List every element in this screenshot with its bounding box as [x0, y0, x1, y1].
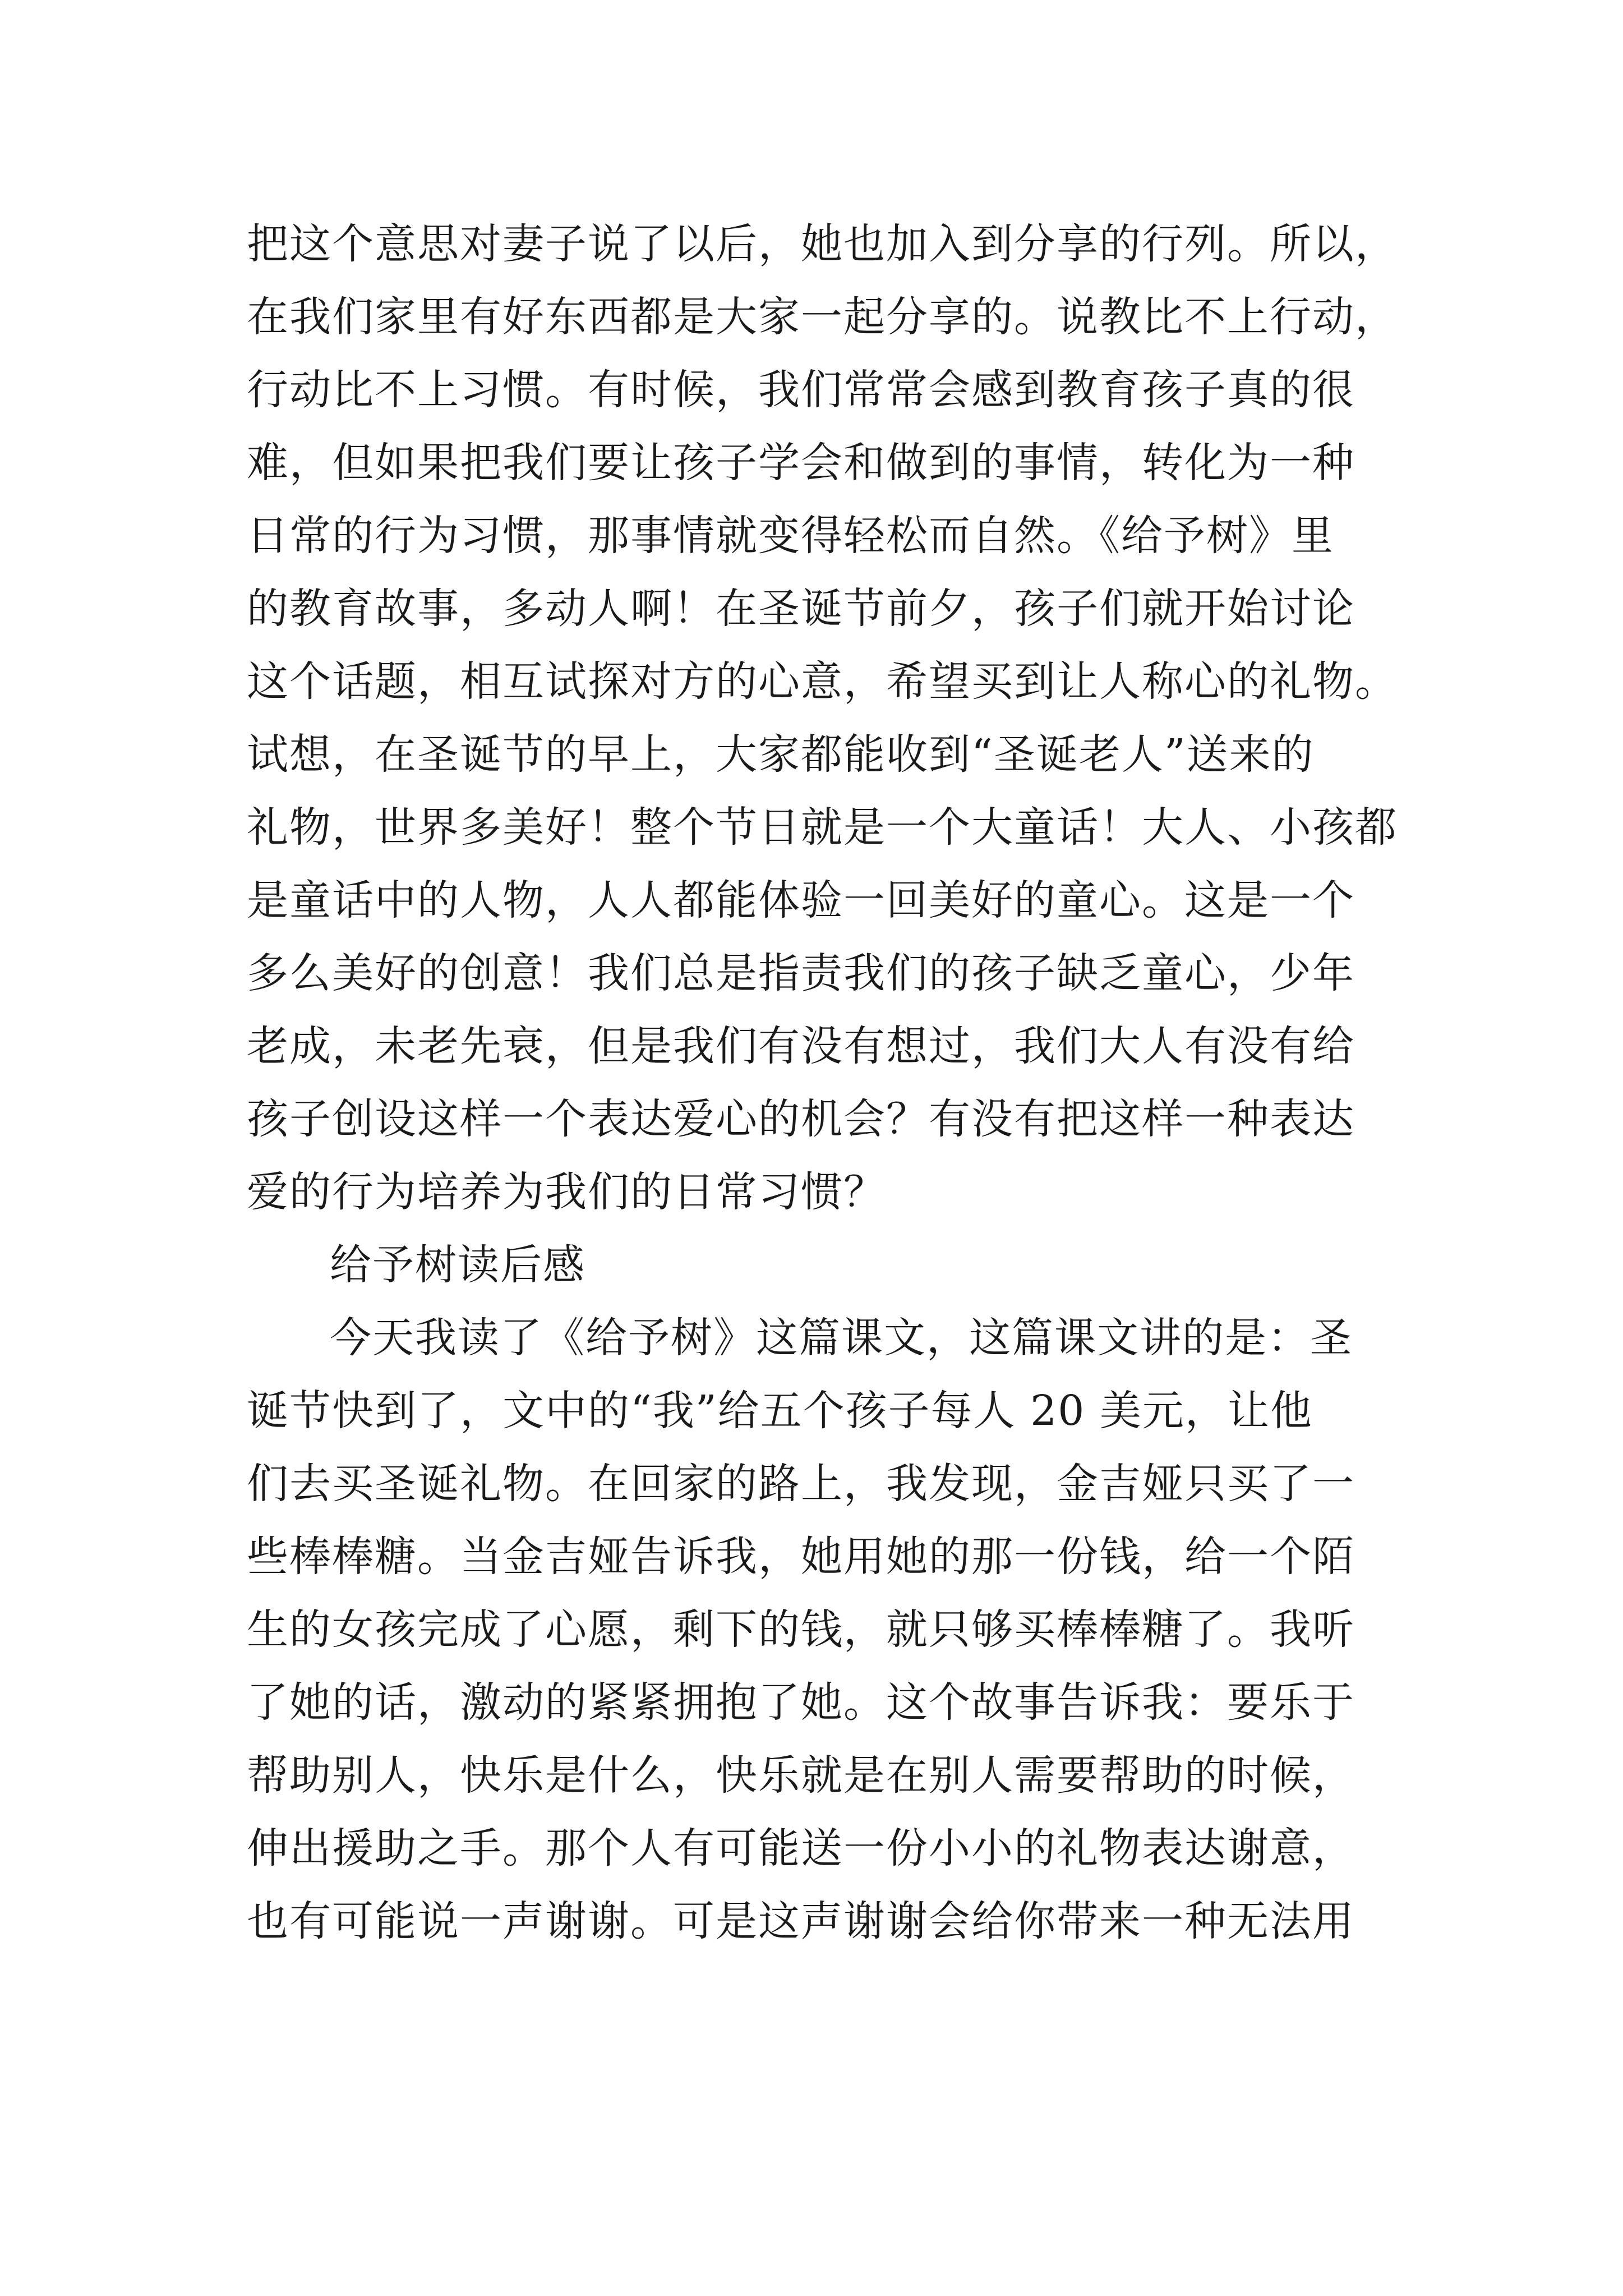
- section-line: 帮助别人，快乐是什么，快乐就是在别人需要帮助的时候，: [247, 1751, 1355, 1800]
- paragraph-line: 行动比不上习惯。有时候，我们常常会感到教育孩子真的很: [247, 366, 1355, 414]
- section-line: 了她的话，激动的紧紧拥抱了她。这个故事告诉我：要乐于: [247, 1678, 1355, 1727]
- section-line: 今天我读了《给予树》这篇课文，这篇课文讲的是：圣: [330, 1314, 1353, 1362]
- paragraph-line: 爱的行为培养为我们的日常习惯？: [247, 1168, 886, 1216]
- paragraph-line: 难，但如果把我们要让孩子学会和做到的事情，转化为一种: [247, 439, 1355, 487]
- section-line: 们去买圣诞礼物。在回家的路上，我发现，金吉娅只买了一: [247, 1460, 1355, 1508]
- section-line: 生的女孩完成了心愿，剩下的钱，就只够买棒棒糖了。我听: [247, 1605, 1355, 1654]
- paragraph-line: 老成，未老先衰，但是我们有没有想过，我们大人有没有给: [247, 1022, 1355, 1070]
- paragraph-line: 把这个意思对妻子说了以后，她也加入到分享的行列。所以，: [247, 220, 1398, 268]
- paragraph-line: 是童话中的人物，人人都能体验一回美好的童心。这是一个: [247, 876, 1355, 924]
- paragraph-line: 孩子创设这样一个表达爱心的机会？有没有把这样一种表达: [247, 1095, 1355, 1143]
- section-line: 些棒棒糖。当金吉娅告诉我，她用她的那一份钱，给一个陌: [247, 1533, 1355, 1581]
- paragraph-line: 在我们家里有好东西都是大家一起分享的。说教比不上行动，: [247, 293, 1398, 341]
- paragraph-line: 日常的行为习惯，那事情就变得轻松而自然。《给予树》里: [247, 512, 1334, 560]
- section-title: 给予树读后感: [330, 1241, 585, 1289]
- section-line: 伸出援助之手。那个人有可能送一份小小的礼物表达谢意，: [247, 1824, 1355, 1872]
- section-line: 也有可能说一声谢谢。可是这声谢谢会给你带来一种无法用: [247, 1897, 1355, 1945]
- paragraph-line: 的教育故事，多动人啊！在圣诞节前夕，孩子们就开始讨论: [247, 585, 1355, 633]
- paragraph-line: 多么美好的创意！我们总是指责我们的孩子缺乏童心，少年: [247, 949, 1355, 997]
- document-body: [247, 208, 1436, 1958]
- paragraph-line: 试想，在圣诞节的早上，大家都能收到“圣诞老人”送来的: [247, 730, 1315, 779]
- paragraph-line: 这个话题，相互试探对方的心意，希望买到让人称心的礼物。: [247, 657, 1398, 706]
- section-line: 诞节快到了，文中的“我”给五个孩子每人 20 美元，让他: [247, 1387, 1313, 1435]
- paragraph-line: 礼物，世界多美好！整个节日就是一个大童话！大人、小孩都: [247, 803, 1398, 852]
